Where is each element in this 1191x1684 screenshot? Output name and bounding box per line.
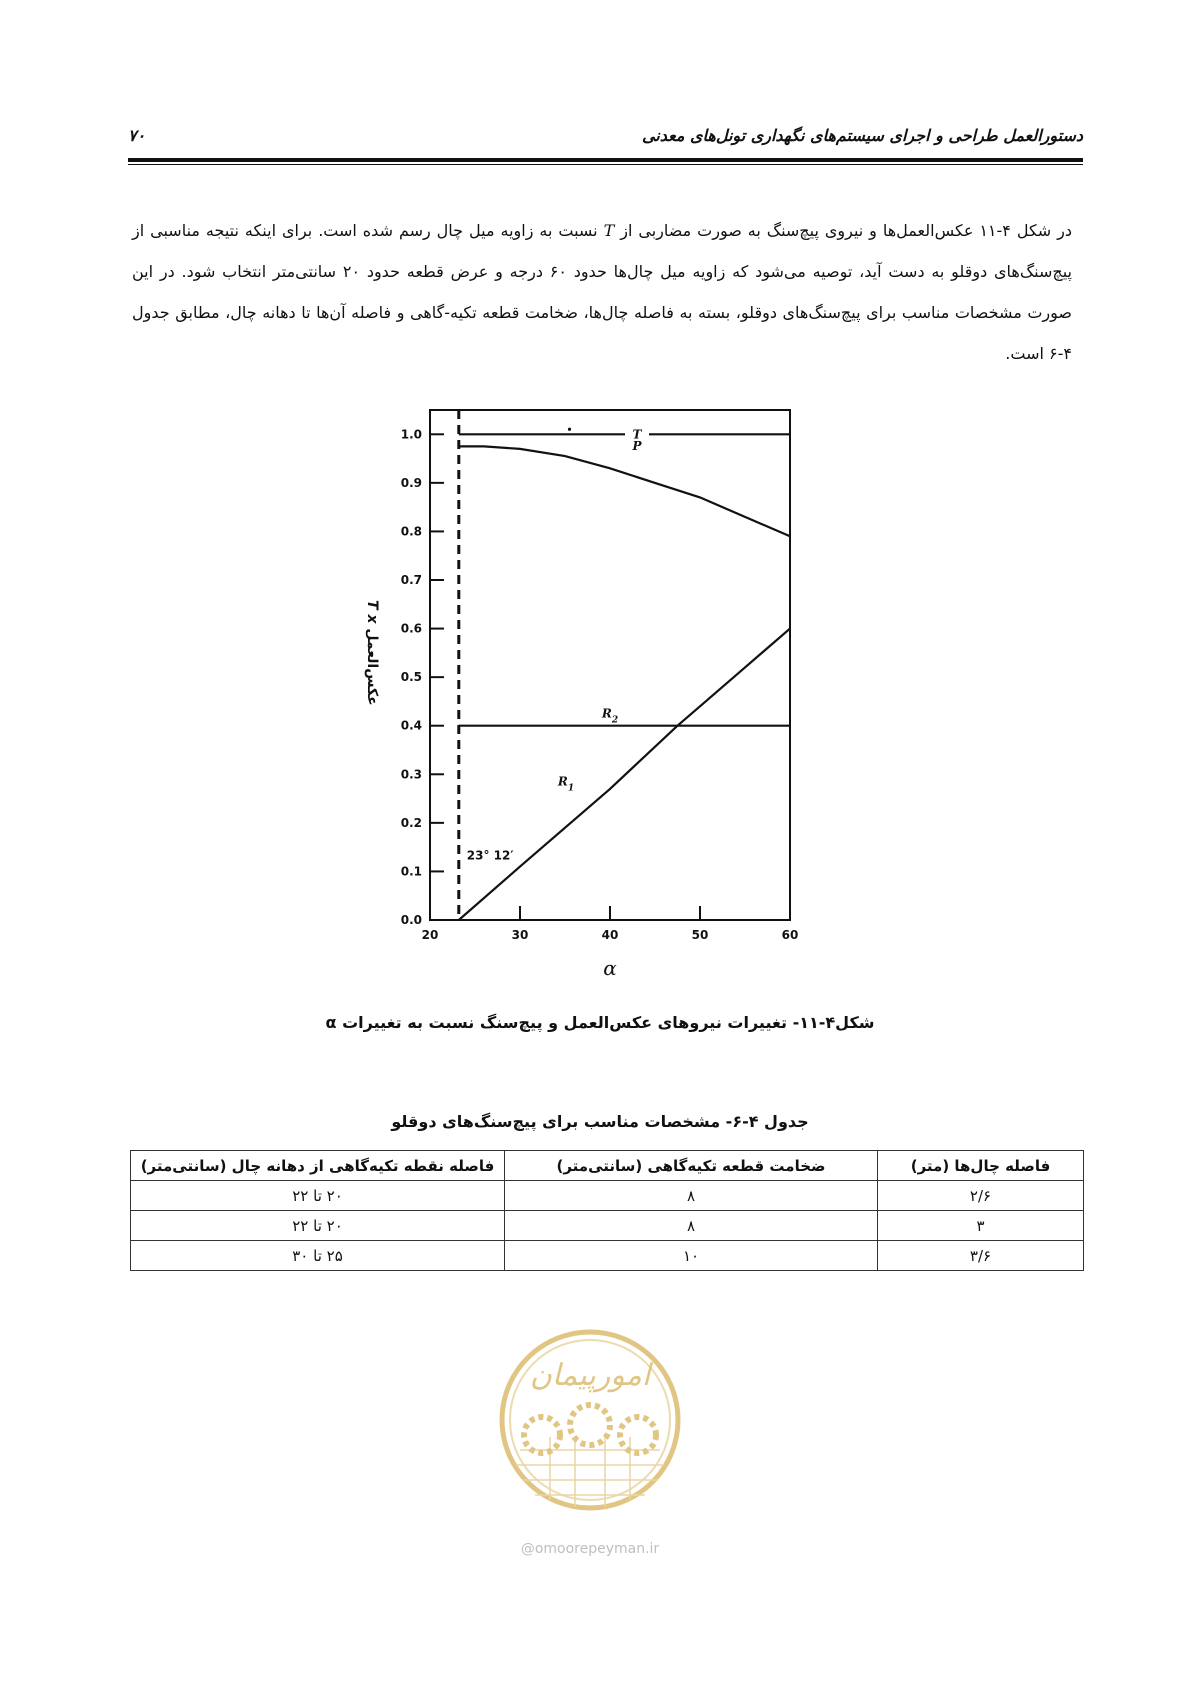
- y-tick-label: 0.8: [400, 524, 422, 539]
- y-axis-label-text: عکس‌العمل: [364, 628, 380, 706]
- y-tick-label: 0.5: [400, 670, 422, 685]
- x-tick-label: 40: [601, 928, 619, 942]
- body-paragraph: [132, 210, 1072, 374]
- x-tick-label: 30: [511, 928, 529, 942]
- series-line-P: [459, 446, 790, 536]
- table-row: [131, 1241, 1084, 1271]
- y-tick-label: 0.1: [400, 864, 422, 879]
- vertical-line-label: 23° 12′: [466, 848, 514, 863]
- table-cell: ۲۰ تا ۲۲: [131, 1211, 505, 1241]
- y-tick-label: 0.6: [400, 621, 422, 636]
- reaction-force-chart: [340, 395, 820, 985]
- table-cell: ۱۰: [505, 1241, 878, 1271]
- chart-dot-mark: [568, 428, 571, 431]
- y-tick-label: 0.9: [400, 475, 422, 490]
- bolt-specs-table: [130, 1150, 1084, 1271]
- series-label-R2: $R_2$: [601, 706, 619, 726]
- y-tick-label: 0.0: [400, 913, 422, 927]
- gear-icon: [570, 1405, 610, 1445]
- table-cell: ۸: [505, 1181, 878, 1211]
- x-tick-label: 50: [691, 928, 709, 942]
- col-header-thickness: ضخامت قطعه تکیه‌گاهی (سانتی‌متر): [505, 1151, 878, 1181]
- table-row: [131, 1181, 1084, 1211]
- paragraph-part-2: نسبت به زاویه میل چال رسم شده است. برای اینکه نتیجه مناسبی از پیچ‌سنگ‌های دوقلو به دست آید، توصیه می‌شود که زاویه میل چال‌ها حدود ۶۰ درجه و عرض قطعه حدود ۲۰ سانتی‌متر انتخاب شود. در این صورت مشخصات مناسب برای پیچ‌سنگ‌های دوقلو، بسته به فاصله چال‌ها، ضخامت قطعه تکیه-گاهی و فاصله آن‌ها تا دهانه چال، مطابق جدول ۴-۶ است.: [132, 221, 1073, 363]
- paragraph-part-1: در شکل ۴-۱۱ عکس‌العمل‌ها و نیروی پیچ‌سنگ به صورت مضاربی از: [620, 221, 1073, 240]
- gear-icon: [524, 1417, 560, 1453]
- stamp-text: امورپیمان: [529, 1358, 651, 1393]
- series-line-R1: [459, 629, 790, 920]
- y-tick-label: 0.4: [400, 718, 422, 733]
- paragraph-symbol-T: T: [603, 221, 615, 240]
- table-caption: جدول ۴-۶- مشخصات مناسب برای پیچ‌سنگ‌های دوقلو: [391, 1112, 809, 1131]
- watermark-stamp: [480, 1325, 700, 1565]
- series-label-subscript: 1: [567, 783, 575, 794]
- y-axis-label: [364, 600, 380, 706]
- y-tick-label: 0.7: [400, 573, 422, 587]
- page-header: [128, 126, 1083, 156]
- y-axis-label-group: [364, 600, 380, 706]
- table-cell: ۲۵ تا ۳۰: [131, 1241, 505, 1271]
- page-number: ۷۰: [128, 126, 146, 145]
- series-label-R1: $R_1$: [557, 774, 575, 794]
- table-row: [131, 1211, 1084, 1241]
- series-label-T: T: [632, 427, 642, 442]
- stamp-url: @omoorepeyman.ir: [520, 1541, 660, 1557]
- y-tick-label: 1.0: [400, 427, 422, 442]
- x-tick-label: 60: [781, 928, 799, 942]
- x-axis-label: α: [603, 956, 617, 980]
- running-title: دستورالعمل طراحی و اجرای سیستم‌های نگهداری تونل‌های معدنی: [641, 126, 1083, 145]
- table-cell: ۳/۶: [878, 1241, 1084, 1271]
- y-tick-label: 0.2: [400, 815, 422, 830]
- table-cell: ۳: [878, 1211, 1084, 1241]
- table-cell: ۸: [505, 1211, 878, 1241]
- y-tick-label: 0.3: [400, 767, 422, 782]
- gear-icon: [620, 1417, 656, 1453]
- col-header-spacing: فاصله چال‌ها (متر): [878, 1151, 1084, 1181]
- table-cell: ۲۰ تا ۲۲: [131, 1181, 505, 1211]
- series-label-subscript: 2: [611, 715, 619, 726]
- header-rule-thin: [128, 164, 1083, 165]
- col-header-distance: فاصله نقطه تکیه‌گاهی از دهانه چال (سانتی‌متر): [131, 1151, 505, 1181]
- x-tick-label: 20: [421, 928, 439, 942]
- plot-frame: [430, 410, 790, 920]
- header-rule-thick: [128, 158, 1083, 162]
- table-cell: ۲/۶: [878, 1181, 1084, 1211]
- y-axis-label-symbol: T x: [364, 600, 380, 629]
- figure-caption: شکل۴-۱۱- تغییرات نیروهای عکس‌العمل و پیچ‌سنگ نسبت به تغییرات α: [325, 1013, 875, 1032]
- table-header-row: [131, 1151, 1084, 1181]
- series-label-P: P: [632, 439, 642, 454]
